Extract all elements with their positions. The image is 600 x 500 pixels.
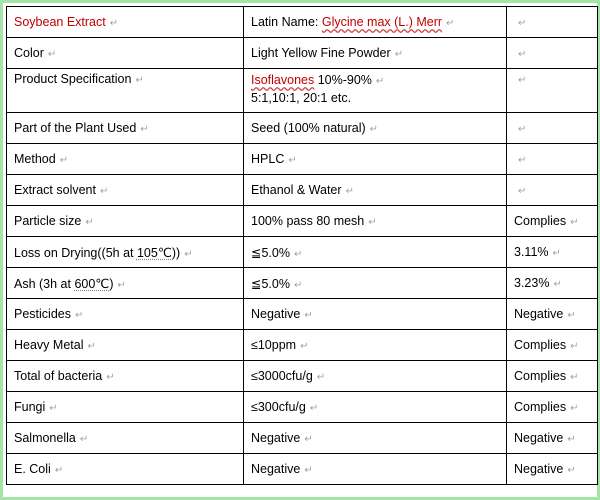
item-label-temperature: 600℃: [74, 276, 110, 291]
paragraph-mark-icon: ↵: [345, 186, 354, 197]
paragraph-mark-icon: ↵: [394, 49, 404, 60]
item-label: Ash (3h at: [14, 276, 75, 291]
table-row: [7, 206, 598, 237]
paragraph-mark-icon: ↵: [375, 76, 385, 87]
paragraph-mark-icon: ↵: [304, 465, 313, 476]
table-row: [7, 423, 598, 454]
table-row: [7, 144, 598, 175]
paragraph-mark-icon: ↵: [293, 248, 303, 260]
paragraph-mark-icon: ↵: [47, 49, 57, 60]
paragraph-mark-icon: ↵: [570, 403, 579, 414]
result-value: Complies: [514, 369, 567, 383]
table-row: [7, 361, 598, 392]
spec-value: Negative: [251, 431, 301, 445]
table-row: [7, 237, 598, 268]
item-cell: [7, 206, 244, 237]
paragraph-mark-icon: ↵: [518, 186, 527, 197]
spec-cell: [244, 113, 507, 144]
result-value: Complies: [514, 214, 567, 228]
result-value: Negative: [514, 307, 564, 321]
paragraph-mark-icon: ↵: [567, 310, 576, 321]
spec-value: ≦5.0%: [251, 245, 290, 260]
item-label: Method: [14, 152, 56, 166]
item-cell: [7, 392, 244, 423]
spec-value-isoflavones: Isoflavones: [251, 73, 315, 87]
paragraph-mark-icon: ↵: [87, 341, 96, 352]
paragraph-mark-icon: ↵: [99, 186, 109, 197]
paragraph-mark-icon: ↵: [316, 372, 326, 383]
item-label: Extract solvent: [14, 183, 96, 197]
paragraph-mark-icon: ↵: [54, 465, 64, 476]
paragraph-mark-icon: ↵: [567, 465, 576, 476]
paragraph-mark-icon: ↵: [304, 310, 313, 321]
item-cell: [7, 237, 244, 268]
latin-name-cell: [244, 7, 507, 38]
item-label: Fungi: [14, 400, 46, 414]
item-cell: [7, 175, 244, 206]
item-label: Particle size: [14, 214, 82, 228]
result-cell: [507, 113, 598, 144]
item-cell: [7, 38, 244, 69]
spec-value: Negative: [251, 462, 301, 476]
spec-cell: [244, 361, 507, 392]
paragraph-mark-icon: ↵: [570, 217, 579, 228]
paragraph-mark-icon: ↵: [79, 434, 89, 445]
spec-cell: [244, 392, 507, 423]
result-cell: [507, 237, 598, 268]
spec-cell: [244, 237, 507, 268]
spec-cell: [244, 454, 507, 485]
paragraph-mark-icon: ↵: [553, 279, 562, 290]
result-cell: [507, 38, 598, 69]
table-row: [7, 330, 598, 361]
item-cell: [7, 299, 244, 330]
spec-cell: [244, 144, 507, 175]
paragraph-mark-icon: ↵: [117, 279, 126, 291]
paragraph-mark-icon: ↵: [552, 248, 561, 259]
table-row: [7, 392, 598, 423]
paragraph-mark-icon: ↵: [567, 434, 576, 445]
spec-cell: [244, 69, 507, 113]
paragraph-mark-icon: ↵: [135, 75, 144, 86]
paragraph-mark-icon: ↵: [106, 372, 115, 383]
item-label: Loss on Drying((5h at: [14, 245, 137, 260]
spec-value: 100% pass 80 mesh: [251, 214, 365, 228]
spec-value-ratios: 5:1,10:1, 20:1 etc.: [251, 91, 352, 105]
table-row: [7, 69, 598, 113]
paragraph-mark-icon: ↵: [518, 49, 527, 60]
item-cell: [7, 268, 244, 299]
result-value: Negative: [514, 462, 564, 476]
spec-value: ≤300cfu/g: [251, 400, 306, 414]
spec-value: Light Yellow Fine Powder: [251, 46, 391, 60]
table-row: [7, 38, 598, 69]
paragraph-mark-icon: ↵: [368, 217, 377, 228]
item-label-suffix: ): [109, 276, 114, 291]
table-row: [7, 299, 598, 330]
item-label: Heavy Metal: [14, 338, 84, 352]
paragraph-mark-icon: ↵: [109, 18, 119, 29]
paragraph-mark-icon: ↵: [300, 341, 309, 352]
paragraph-mark-icon: ↵: [293, 279, 303, 291]
spec-cell: [244, 38, 507, 69]
spec-value: ≤10ppm: [251, 338, 297, 352]
product-name: Soybean Extract: [14, 15, 106, 29]
result-value: Complies: [514, 338, 567, 352]
paragraph-mark-icon: ↵: [184, 248, 193, 260]
item-cell: [7, 454, 244, 485]
spec-cell: [244, 268, 507, 299]
item-label: Part of the Plant Used: [14, 121, 137, 135]
spec-value: HPLC: [251, 152, 285, 166]
result-cell: [507, 392, 598, 423]
paragraph-mark-icon: ↵: [518, 75, 527, 86]
result-cell: [507, 69, 598, 113]
result-value: Negative: [514, 431, 564, 445]
result-cell: [507, 330, 598, 361]
paragraph-mark-icon: ↵: [74, 310, 84, 321]
result-value: 3.23%: [514, 276, 550, 290]
spec-value: ≤3000cfu/g: [251, 369, 313, 383]
item-cell: [7, 361, 244, 392]
table-row: [7, 268, 598, 299]
spec-value: Ethanol & Water: [251, 183, 342, 197]
spec-cell: [244, 423, 507, 454]
spec-cell: [244, 299, 507, 330]
result-cell: [507, 175, 598, 206]
product-name-cell: [7, 7, 244, 38]
table-row: [7, 113, 598, 144]
result-cell: [507, 268, 598, 299]
item-label-suffix: )): [171, 245, 181, 260]
result-cell: [507, 206, 598, 237]
spec-cell: [244, 206, 507, 237]
table-row: [7, 175, 598, 206]
item-label: Pesticides: [14, 307, 71, 321]
paragraph-mark-icon: ↵: [304, 434, 313, 445]
item-cell: [7, 113, 244, 144]
paragraph-mark-icon: ↵: [309, 403, 319, 414]
paragraph-mark-icon: ↵: [518, 18, 527, 29]
spec-value: ≦5.0%: [251, 276, 290, 291]
latin-name-label: Latin Name:: [251, 15, 322, 29]
paragraph-mark-icon: ↵: [288, 155, 297, 166]
spec-value-range: 10%-90%: [314, 73, 372, 87]
spec-cell: [244, 175, 507, 206]
paragraph-mark-icon: ↵: [85, 217, 94, 228]
item-label-temperature: 105℃: [136, 245, 172, 260]
result-cell: [507, 454, 598, 485]
specification-table: [6, 6, 598, 485]
result-cell: [507, 7, 598, 38]
item-label: Salmonella: [14, 431, 76, 445]
paragraph-mark-icon: ↵: [518, 124, 527, 135]
item-cell: [7, 69, 244, 113]
paragraph-mark-icon: ↵: [570, 372, 579, 383]
paragraph-mark-icon: ↵: [369, 124, 379, 135]
latin-name-value: Glycine max (L.) Merr: [321, 15, 443, 29]
paragraph-mark-icon: ↵: [140, 124, 149, 135]
paragraph-mark-icon: ↵: [446, 18, 455, 29]
spec-value: Negative: [251, 307, 301, 321]
result-value: Complies: [514, 400, 567, 414]
item-label: Color: [14, 46, 44, 60]
spec-cell: [244, 330, 507, 361]
result-cell: [507, 299, 598, 330]
result-cell: [507, 144, 598, 175]
item-label: Product Specification: [14, 72, 132, 86]
result-cell: [507, 423, 598, 454]
paragraph-mark-icon: ↵: [59, 155, 69, 166]
table-row: [7, 454, 598, 485]
item-cell: [7, 144, 244, 175]
spec-value: Seed (100% natural): [251, 121, 366, 135]
table-row-header: [7, 7, 598, 38]
paragraph-mark-icon: ↵: [49, 403, 58, 414]
item-label: E. Coli: [14, 462, 51, 476]
item-cell: [7, 423, 244, 454]
result-cell: [507, 361, 598, 392]
paragraph-mark-icon: ↵: [518, 155, 527, 166]
paragraph-mark-icon: ↵: [570, 341, 579, 352]
item-cell: [7, 330, 244, 361]
result-value: 3.11%: [514, 245, 549, 259]
item-label: Total of bacteria: [14, 369, 103, 383]
